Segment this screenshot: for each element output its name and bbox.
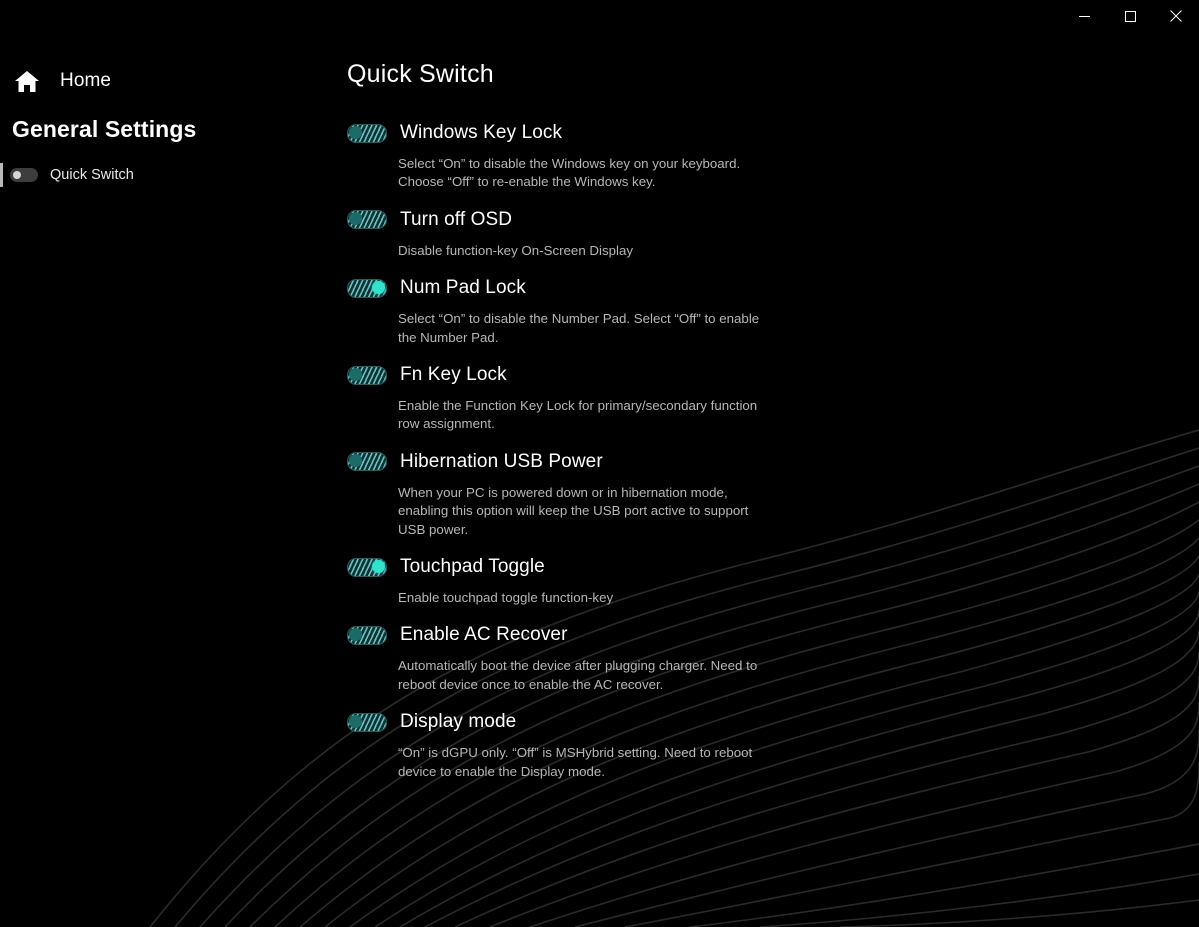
setting-description: Automatically boot the device after plugging charger. Need to reboot device once to enable the AC recover. <box>398 658 758 692</box>
minimize-button[interactable] <box>1061 0 1107 32</box>
setting-description: “On” is dGPU only. “Off” is MSHybrid setting. Need to reboot device to enable the Display mode. <box>398 745 753 779</box>
setting-header <box>347 553 817 581</box>
setting-row <box>347 119 817 192</box>
turn-off-osd-toggle[interactable] <box>347 210 387 229</box>
setting-header <box>347 621 817 649</box>
setting-description: Enable touchpad toggle function-key <box>398 590 614 606</box>
minimize-icon <box>1079 11 1090 22</box>
home-icon <box>10 66 44 96</box>
quick-switch-nav-toggle-icon <box>10 168 38 182</box>
main-content <box>347 60 817 795</box>
hibernation-usb-power-toggle[interactable] <box>347 452 387 471</box>
setting-title: Hibernation USB Power <box>400 450 603 472</box>
setting-header <box>347 708 817 736</box>
setting-row <box>347 206 817 260</box>
sidebar-item-quick-switch[interactable] <box>0 160 330 190</box>
setting-row <box>347 553 817 607</box>
setting-description: Enable the Function Key Lock for primary/secondary function row assignment. <box>398 398 758 432</box>
setting-row <box>347 274 817 347</box>
setting-description: Select “On” to disable the Windows key on your keyboard. Choose “Off” to re-enable the Windows key. <box>398 156 741 190</box>
setting-row <box>347 361 817 434</box>
maximize-icon <box>1125 11 1136 22</box>
sidebar-nav-list <box>0 160 330 190</box>
page-title: Quick Switch <box>347 60 494 88</box>
setting-description: Select “On” to disable the Number Pad. Select “Off” to enable the Number Pad. <box>398 311 760 345</box>
fn-key-lock-toggle[interactable] <box>347 366 387 385</box>
setting-title: Enable AC Recover <box>400 624 568 646</box>
setting-header <box>347 448 817 476</box>
setting-title: Windows Key Lock <box>400 122 563 143</box>
setting-description: Disable function-key On-Screen Display <box>398 242 634 258</box>
setting-header <box>347 274 817 302</box>
setting-header <box>347 361 817 389</box>
enable-ac-recover-toggle[interactable] <box>347 626 387 645</box>
close-button[interactable] <box>1153 0 1199 32</box>
setting-header <box>347 119 817 147</box>
setting-title: Display mode <box>400 711 517 733</box>
window-titlebar <box>1061 0 1199 32</box>
setting-title: Num Pad Lock <box>400 277 526 299</box>
setting-row <box>347 448 817 539</box>
setting-row <box>347 621 817 694</box>
touchpad-toggle-toggle[interactable] <box>347 558 387 577</box>
num-pad-lock-toggle[interactable] <box>347 279 387 298</box>
setting-row <box>347 708 817 781</box>
maximize-button[interactable] <box>1107 0 1153 32</box>
sidebar-item-label: Quick Switch <box>50 167 134 183</box>
setting-description: When your PC is powered down or in hibernation mode, enabling this option will keep the USB port active to support USB power. <box>398 484 749 537</box>
sidebar <box>0 60 330 190</box>
windows-key-lock-toggle[interactable] <box>347 124 387 143</box>
sidebar-title: General Settings <box>12 116 197 142</box>
home-label: Home <box>60 70 112 91</box>
setting-title: Turn off OSD <box>400 208 513 230</box>
setting-title: Fn Key Lock <box>400 364 507 386</box>
display-mode-toggle[interactable] <box>347 713 387 732</box>
sidebar-item-home[interactable] <box>0 60 330 102</box>
setting-header <box>347 206 817 234</box>
setting-title: Touchpad Toggle <box>400 556 545 578</box>
close-icon <box>1170 10 1182 22</box>
